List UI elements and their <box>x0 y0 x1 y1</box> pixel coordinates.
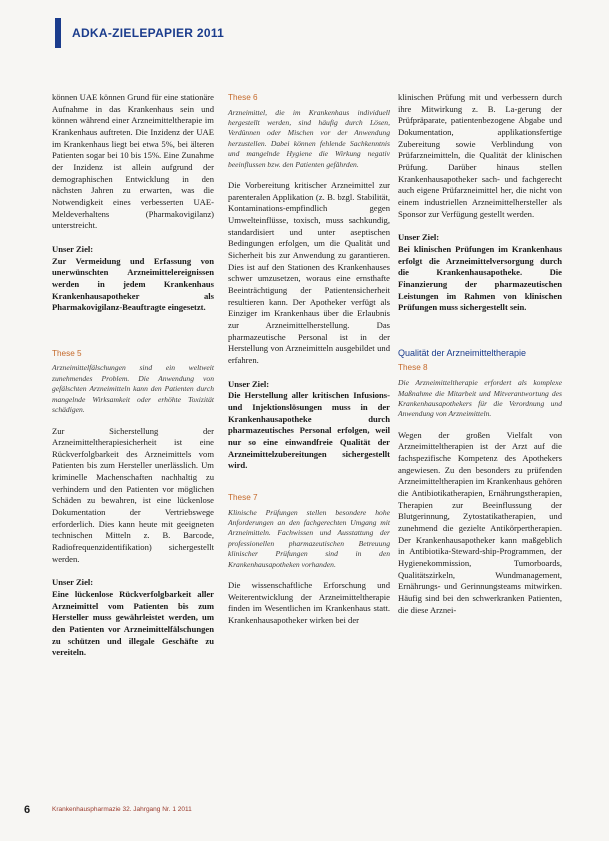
body-paragraph: Wegen der großen Vielfalt von Arzneimitteltherapien ist der Arzt auf die fachspezifische Kompetenz des Apothekers angewiesen. Zu den besonders zu prüfenden Arzneimitteltherapien im Krankenhaus gehören die Antibiotikatherapien, Ernährungstherapien, Therapien zur Beeinflussung der Blutgerinnung, Zytostatikatherapien, und zunehmend die gezielte Antikörpertherapien. Der Krankenhausapotheker kann maßgeblich in Antibiotika-Steward-ship-Programmen, der Hygienekommission, Tumorboards, Qualitätszirkeln, Wundmanagement, Ernährungs- und Gerinnungsteams mitwirken. Häufig sind bei den schwerkranken Patienten, die diese Arznei- <box>398 429 562 615</box>
goal-label: Unser Ziel: <box>398 232 440 243</box>
body-paragraph: Zur Sicherstellung der Arzneimitteltherapiesicherheit ist eine Rückverfolgbarkeit des Arzneimittels vom Patienten bis zum Hersteller unerlässlich. Um kriminelle Machenschaften nachhaltig zu verhindern und den Patienten vor möglichen Schäden zu bewahren, ist eine lückenlose Dokumentation der Vertriebswege erforderlich. Dies kann heute mit geeigneten technischen Mitteln z. B. Barcode, Radiofrequenzidentifikation) sichergestellt werden. <box>52 425 214 564</box>
page-number: 6 <box>24 804 31 816</box>
these-title: These 7 <box>228 492 258 502</box>
these-title: These 5 <box>52 348 82 358</box>
column-right <box>398 92 562 616</box>
body-paragraph: Die wissenschaftliche Erforschung und Weiterentwicklung der Arzneimitteltherapie finden im Wesentlichen im Krankenhaus statt. Krankenhausapotheker wirken bei der <box>228 579 390 625</box>
goal-label: Unser Ziel: <box>228 378 270 389</box>
these-text: Arzneimittelfälschungen sind ein weltweit zunehmendes Problem. Die Anwendung von gefälschten Arzneimitteln kann den Patienten durch mangelnde Wirksamkeit oder erhöhte Toxizität schädigen. <box>52 363 214 415</box>
goal-label: Unser Ziel: <box>52 243 94 254</box>
these-text: Die Arzneimitteltherapie erfordert als komplexe Maßnahme die Mitarbeit und Mitverantwortung des Krankenhausapothekers für die Verordnung und Anwendung von Arzneimitteln. <box>398 378 562 419</box>
page-title: ADKA-ZIELEPAPIER 2011 <box>72 26 225 40</box>
column-middle <box>228 92 390 627</box>
goal-text: Zur Vermeidung und Erfassung von unerwünschten Arzneimittelereignissen werden in jedem Krankenhaus Krankenhausapotheker als Pharmakovigilanz-Beauftragte eingesetzt. <box>52 255 214 313</box>
body-paragraph: können UAE können Grund für eine stationäre Aufnahme in das Krankenhaus sein und können während einer Arzneimitteltherapie im Krankenhaus auftreten. Die Inzidenz der UAE im Krankenhaus liegt bei etwa 5%, bei älteren Patienten sogar bei 10 bis 15%. Eine Zunahme der Inzidenz ist allein aufgrund der demographischen Entwicklung in den nächsten Jahren zu erwarten, was die Notwendigkeit eines verbesserten UAE-Meldeverhaltens (Pharmakovigilanz) unterstreicht. <box>52 92 214 231</box>
body-paragraph: klinischen Prüfung mit und verbessern durch ihre Mitwirkung z. B. La-gerung der Prüfpräparate, patientenbezogene Abgabe und Dokumentation, applikationsfertige Zubereitung sowie Verblindung von Prüfarzneimitteln, die Qualität der klinischen Prüfung. Darüber hinaus stellen Krankenhausapotheker sach- und fachgerecht auch eigene Prüfarzneimittel her, die nicht von einem industriellen Arzneimittelhersteller als Sponsor zur Verfügung gestellt werden. <box>398 92 562 219</box>
goal-label: Unser Ziel: <box>52 577 94 588</box>
these-text: Klinische Prüfungen stellen besondere hohe Anforderungen an den fachgerechten Umgang mit Arzneimitteln. Fachwissen und Ausstattung der professionellen pharmazeutischen Betreuung klinischer Prüfungen sind in den Krankenhausapotheken vorhanden. <box>228 507 390 569</box>
these-title: These 6 <box>228 93 258 102</box>
section-title: Qualität der Arzneimitteltherapie <box>398 347 527 358</box>
footer-journal: Krankenhauspharmazie 32. Jahrgang Nr. 1 2011 <box>52 806 192 813</box>
goal-text: Eine lückenlose Rückverfolgbarkeit aller Arzneimittel vom Patienten bis zum Hersteller muss gewährleistet werden, um den Patienten vor Arzneimittelfälschungen zu schützen und illegale Geschäfte zu vereiteln. <box>52 589 214 658</box>
goal-text: Die Herstellung aller kritischen Infusions- und Injektionslösungen muss in der Krankenhausapotheke durch pharmazeutisches Personal erfolgen, weil nur so eine einwandfreie Qualität der Arzneimittelzubereitungen sichergestellt wird. <box>228 390 390 471</box>
these-text: Arzneimittel, die im Krankenhaus individuell hergestellt werden, sind häufig durch Lösen, Verdünnen oder Mischen vor der Anwendung herzustellen. Dabei können fehlende Sachkenntnis und mangelnde Hygiene die Wirkung negativ beeinflussen bzw. den Patienten gefährden. <box>228 107 390 169</box>
column-left <box>52 92 214 659</box>
these-title: These 8 <box>398 363 428 373</box>
body-paragraph: Die Vorbereitung kritischer Arzneimittel zur parenteralen Applikation (z. B. bzgl. Stabilität, Kontaminations-empfindlich gegen Umwelteinflüsse, toxisch, muss sachkundig, standardisiert und unter aseptischen Bedingungen erfolgen, um die Qualität und Sicherheit bis zur Anwendung zu garantieren. Dies ist auf den Stationen des Krankenhauses schwer umzusetzen, woraus eine ernsthafte Beeinträchtigung der Patientensicherheit resultieren kann. Der Apotheker verfügt als Einziger im Krankenhaus über die Erlaubnis zur Arzneimittelherstellung. Das pharmazeutische Personal ist in der Herstellung von Arzneimitteln ausgebildet und erfahren. <box>228 180 390 365</box>
goal-text: Bei klinischen Prüfungen im Krankenhaus erfolgt die Arzneimittelversorgung durch die Krankenhausapotheke. Die Finanzierung der pharmazeutischen Leistungen im Rahmen von klinischen Prüfungen muss sichergestellt sein. <box>398 243 562 313</box>
header-accent-bar <box>55 18 61 48</box>
